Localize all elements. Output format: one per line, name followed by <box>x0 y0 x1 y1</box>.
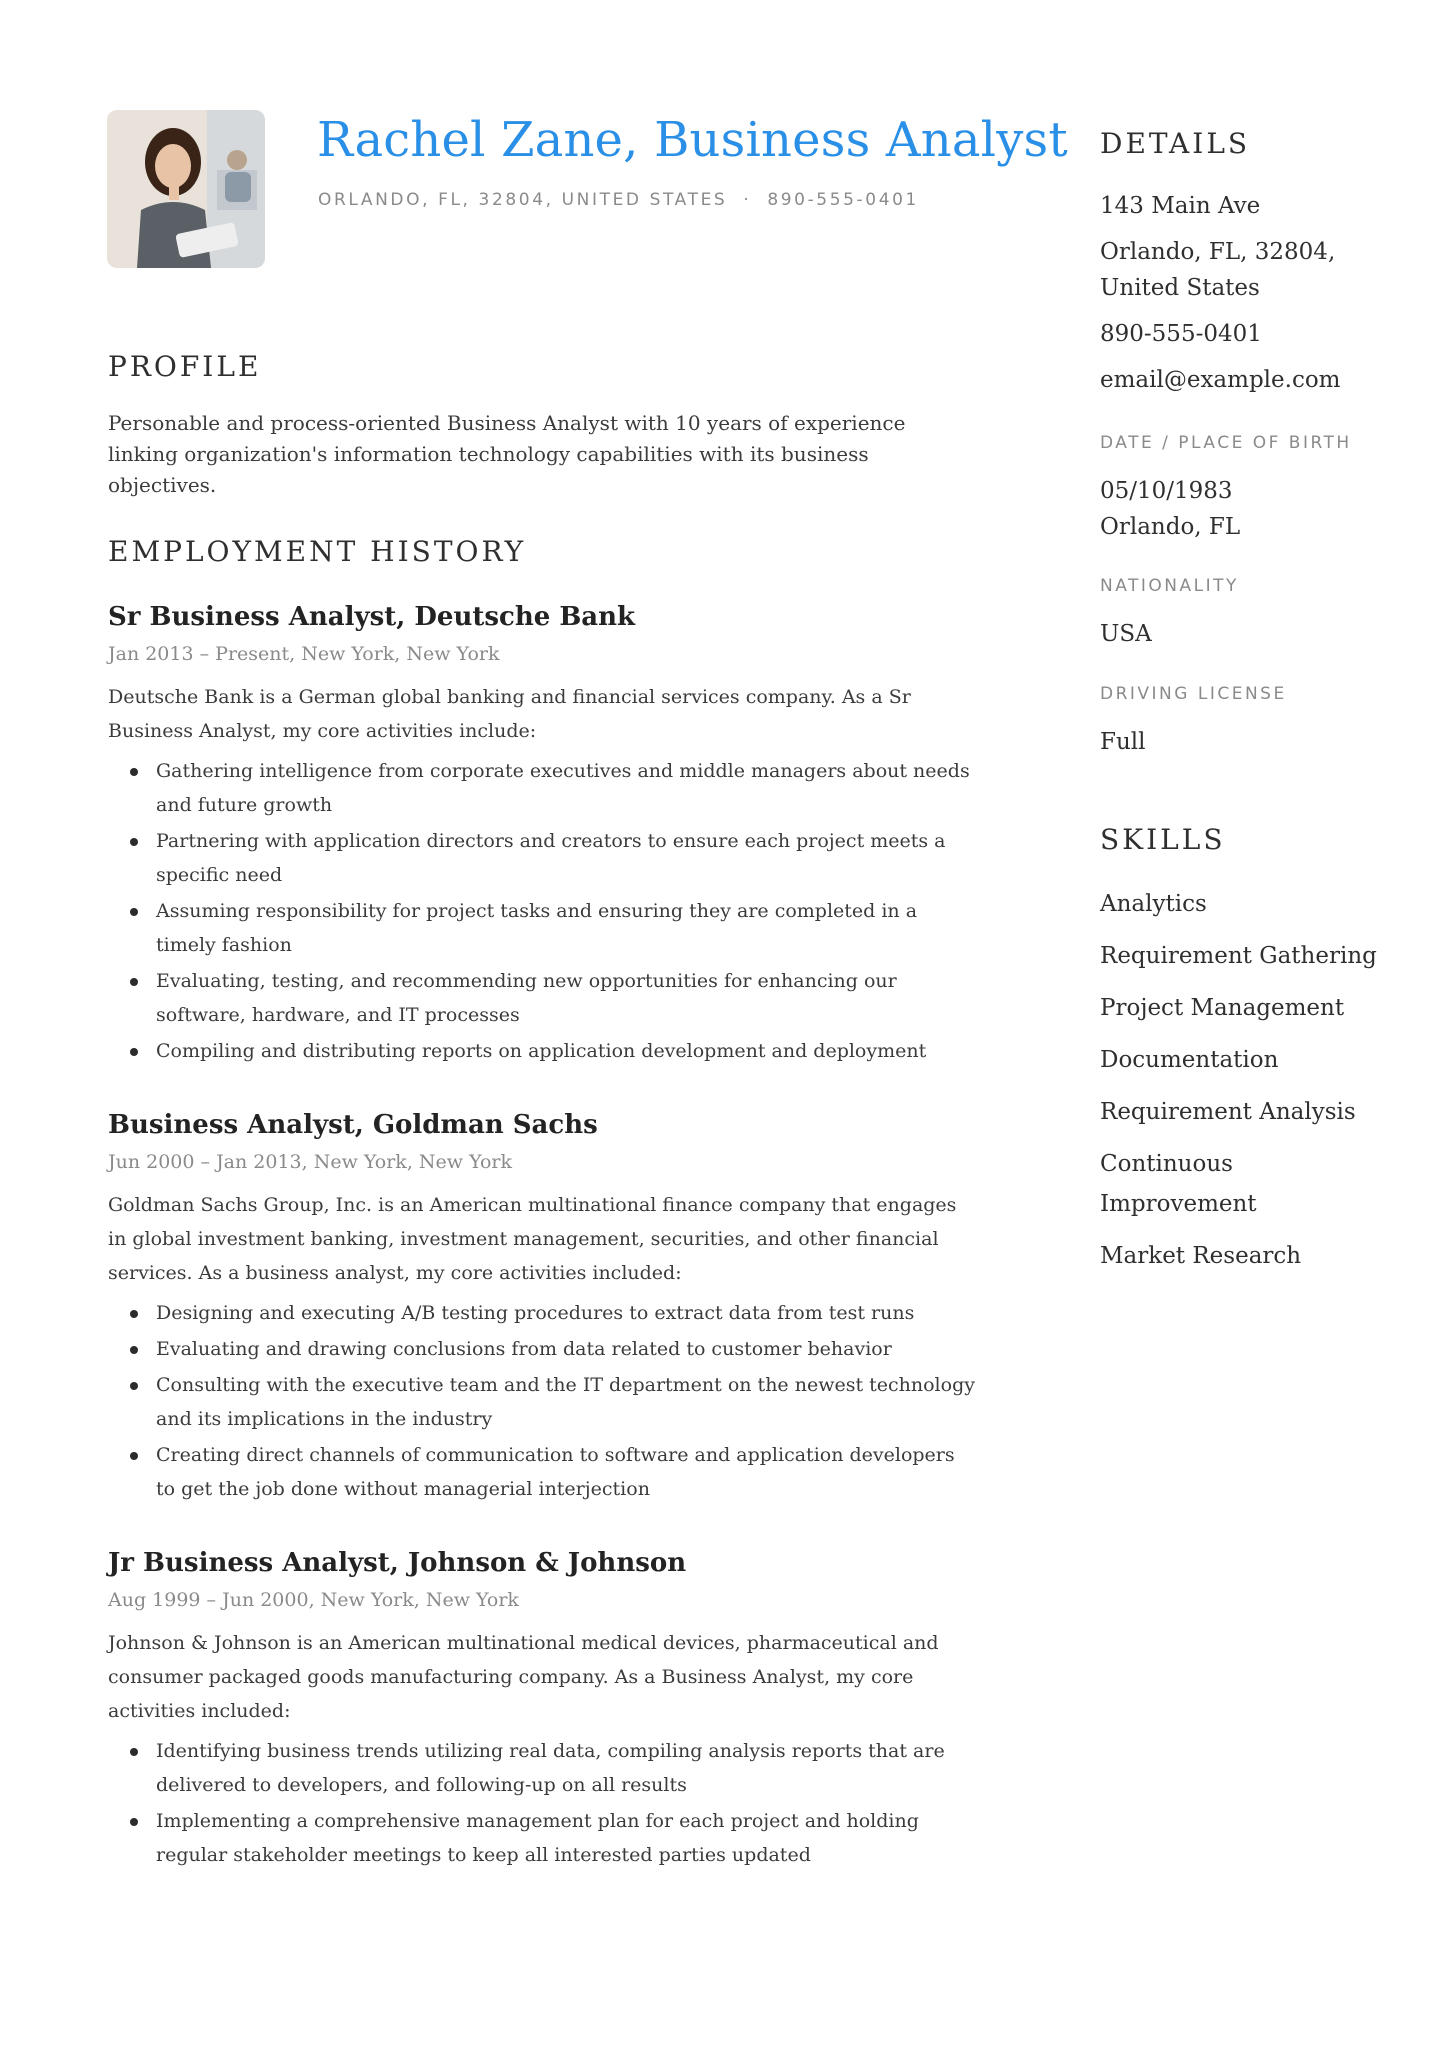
details-heading: DETAILS <box>1100 127 1251 160</box>
skill-item: Continuous Improvement <box>1100 1151 1257 1217</box>
job-bullet: Compiling and distributing reports on application development and deployment <box>108 1034 978 1068</box>
profile-text: Personable and process-oriented Business Analyst with 10 years of experience linking organization's information technology capabilities with its business objectives. <box>108 411 906 497</box>
job-entry <box>108 600 978 1070</box>
nationality-value: USA <box>1100 621 1152 647</box>
skill-item: Requirement Gathering <box>1100 943 1377 969</box>
details-street: 143 Main Ave <box>1100 193 1261 219</box>
skills-list <box>1100 884 1380 1288</box>
nationality-label: NATIONALITY <box>1100 576 1239 596</box>
skill-item: Requirement Analysis <box>1100 1099 1356 1125</box>
skill-item: Documentation <box>1100 1047 1279 1073</box>
job-description: Goldman Sachs Group, Inc. is an American multinational finance company that engages in global investment banking, investment management, securities, and other financial services. As a business analyst, my core activities included: <box>108 1194 957 1284</box>
job-meta: Aug 1999 – Jun 2000, New York, New York <box>108 1589 519 1611</box>
details-city: Orlando, FL, 32804, <box>1100 239 1336 265</box>
skill-item: Analytics <box>1100 891 1207 917</box>
details-birth <box>1100 433 1400 545</box>
birth-date: 05/10/1983 <box>1100 478 1233 504</box>
job-title: Sr Business Analyst, Deutsche Bank <box>108 602 636 632</box>
job-bullets <box>108 1296 978 1506</box>
job-bullet: Designing and executing A/B testing procedures to extract data from test runs <box>108 1296 978 1330</box>
contact-line <box>318 190 919 210</box>
contact-address: ORLANDO, FL, 32804, UNITED STATES <box>318 190 728 210</box>
job-bullet: Identifying business trends utilizing real data, compiling analysis reports that are delivered to developers, and following-up on all results <box>108 1734 978 1802</box>
details-address <box>1100 188 1400 398</box>
contact-phone: 890-555-0401 <box>767 190 919 210</box>
job-bullets <box>108 754 978 1068</box>
license-label: DRIVING LICENSE <box>1100 684 1287 704</box>
details-country: United States <box>1100 275 1260 301</box>
profile-heading: PROFILE <box>108 350 262 383</box>
birth-place: Orlando, FL <box>1100 514 1241 540</box>
job-bullet: Partnering with application directors and creators to ensure each project meets a specific need <box>108 824 978 892</box>
job-title: Business Analyst, Goldman Sachs <box>108 1110 598 1140</box>
license-value: Full <box>1100 729 1146 755</box>
job-bullet: Evaluating and drawing conclusions from data related to customer behavior <box>108 1332 978 1366</box>
profile-photo <box>107 110 265 268</box>
job-bullet: Evaluating, testing, and recommending new opportunities for enhancing our software, hardware, and IT processes <box>108 964 978 1032</box>
job-bullet: Creating direct channels of communication to software and application developers to get the job done without managerial interjection <box>108 1438 978 1506</box>
employment-heading: EMPLOYMENT HISTORY <box>108 535 527 568</box>
job-bullet: Gathering intelligence from corporate executives and middle managers about needs and future growth <box>108 754 978 822</box>
birth-label: DATE / PLACE OF BIRTH <box>1100 433 1352 453</box>
details-phone: 890-555-0401 <box>1100 321 1262 347</box>
job-bullet: Implementing a comprehensive management plan for each project and holding regular stakeholder meetings to keep all interested parties updated <box>108 1804 978 1872</box>
details-email[interactable]: email@example.com <box>1100 367 1341 393</box>
skill-item: Market Research <box>1100 1243 1302 1269</box>
job-title: Jr Business Analyst, Johnson & Johnson <box>108 1548 687 1578</box>
candidate-name: Rachel Zane, Business Analyst <box>317 112 1068 168</box>
contact-separator: · <box>743 190 752 210</box>
job-bullet: Assuming responsibility for project tasks and ensuring they are completed in a timely fashion <box>108 894 978 962</box>
job-bullet: Consulting with the executive team and the IT department on the newest technology and its implications in the industry <box>108 1368 978 1436</box>
details-nationality <box>1100 576 1400 652</box>
job-bullets <box>108 1734 978 1872</box>
job-description: Johnson & Johnson is an American multinational medical devices, pharmaceutical and consumer packaged goods manufacturing company. As a Business Analyst, my core activities included: <box>108 1632 939 1722</box>
job-description: Deutsche Bank is a German global banking and financial services company. As a Sr Business Analyst, my core activities include: <box>108 686 911 742</box>
job-entry <box>108 1546 978 1874</box>
details-license <box>1100 684 1400 760</box>
job-meta: Jan 2013 – Present, New York, New York <box>108 643 500 665</box>
skills-heading: SKILLS <box>1100 823 1226 856</box>
skill-item: Project Management <box>1100 995 1345 1021</box>
job-meta: Jun 2000 – Jan 2013, New York, New York <box>108 1151 512 1173</box>
job-entry <box>108 1108 978 1508</box>
